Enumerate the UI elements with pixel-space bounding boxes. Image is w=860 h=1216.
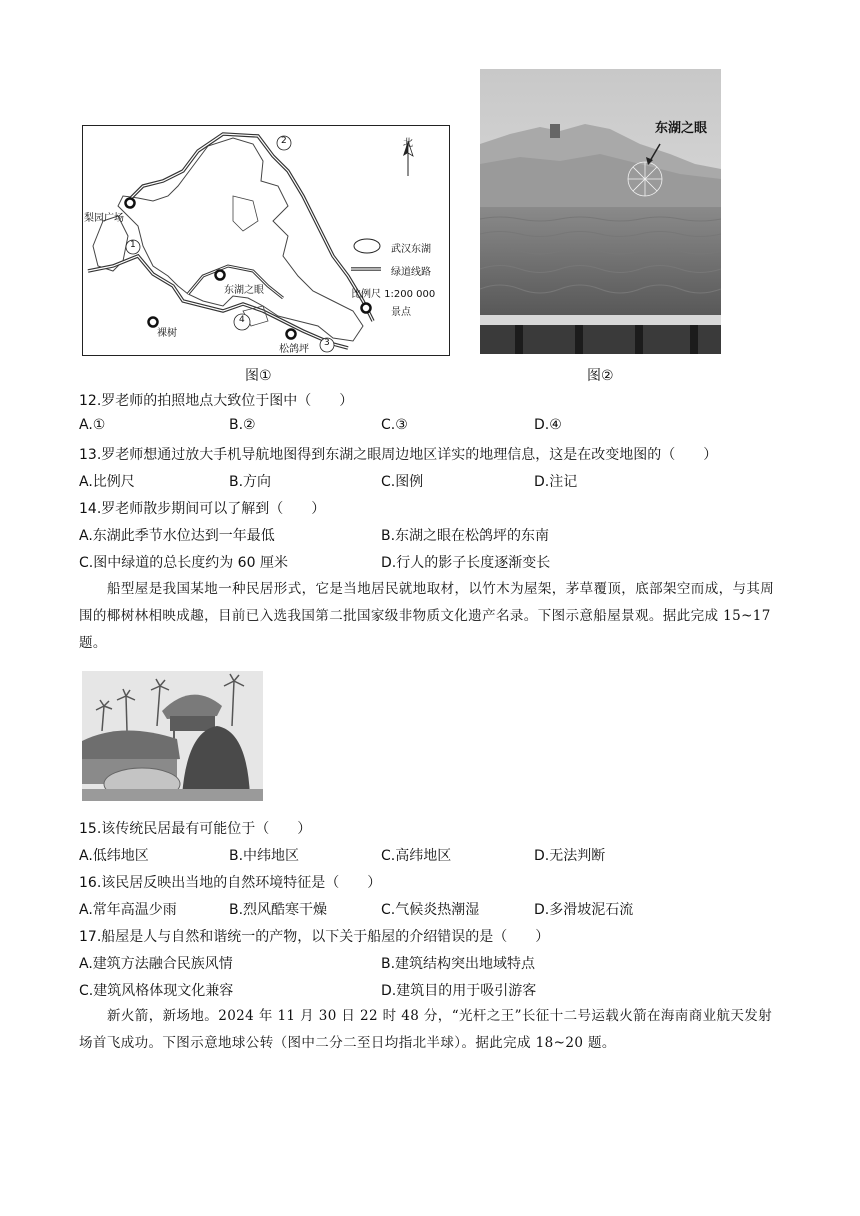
q16-stem: 16.该民居反映出当地的自然环境特征是（ ） (79, 875, 382, 891)
q15-option-a: A.低纬地区 (79, 848, 149, 864)
route-number-2: 2 (281, 136, 287, 146)
legend-lake: 武汉东湖 (391, 244, 431, 255)
figure2-photo (480, 69, 721, 354)
spot-liyuan (126, 199, 135, 208)
q15-option-c: C.高纬地区 (381, 848, 452, 864)
figure1-map (82, 125, 450, 356)
boat-house-drawing (82, 671, 263, 801)
q13-option-d: D.注记 (534, 474, 578, 490)
spot-songge (287, 330, 296, 339)
figure1-caption: 图① (245, 368, 272, 384)
legend-greenway: 绿道线路 (391, 267, 431, 278)
passage-boat-house: 船型屋是我国某地一种民居形式，它是当地居民就地取材，以竹木为屋架，茅草覆顶，底部架空而成，与其周围的椰树林相映成趣，目前已入选我国第二批国家级非物质文化遗产名录。下图示意船屋景观。据此完成 15~17 题。 (79, 581, 775, 651)
q16-option-b: B.烈风酷寒干燥 (229, 902, 328, 918)
q12-option-c: C.③ (381, 417, 408, 433)
place-luoshu: 裸树 (157, 328, 177, 339)
q13-option-c: C.图例 (381, 474, 424, 490)
q17-option-b: B.建筑结构突出地域特点 (381, 956, 536, 972)
q14-option-c: C.图中绿道的总长度约为 60 厘米 (79, 555, 288, 571)
q14-option-b: B.东湖之眼在松鸽坪的东南 (381, 528, 550, 544)
q14-option-d: D.行人的影子长度逐渐变长 (381, 555, 551, 571)
q12-option-b: B.② (229, 417, 256, 433)
lake-water (480, 207, 721, 322)
route-number-1: 1 (130, 240, 136, 250)
spot-eye (216, 271, 225, 280)
q13-stem: 13.罗老师想通过放大手机导航地图得到东湖之眼周边地区详实的地理信息，这是在改变地图的（ ） (79, 447, 718, 463)
pagoda (550, 124, 560, 138)
q12-option-a: A.① (79, 417, 106, 433)
photo-label-eye: 东湖之眼 (655, 121, 708, 136)
q17-option-a: A.建筑方法融合民族风情 (79, 956, 233, 972)
place-eye: 东湖之眼 (224, 285, 264, 296)
q17-stem: 17.船屋是人与自然和谐统一的产物，以下关于船屋的介绍错误的是（ ） (79, 929, 550, 945)
passage-rocket: 新火箭，新场地。2024 年 11 月 30 日 22 时 48 分，“光杆之王”长征十二号运载火箭在海南商业航天发射场首飞成功。下图示意地球公转（图中二分二至日均指北半球）。据此完成 18~20 题。 (79, 1008, 773, 1051)
boat-house-photo (82, 671, 263, 801)
q14-option-a: A.东湖此季节水位达到一年最低 (79, 528, 275, 544)
q12-stem: 12.罗老师的拍照地点大致位于图中（ ） (79, 393, 354, 409)
ferris-wheel (628, 162, 662, 196)
q16-option-d: D.多滑坡泥石流 (534, 902, 634, 918)
figure2-caption: 图② (587, 368, 614, 384)
q16-option-c: C.气候炎热潮湿 (381, 902, 480, 918)
q16-option-a: A.常年高温少雨 (79, 902, 177, 918)
q15-option-b: B.中纬地区 (229, 848, 300, 864)
place-songge: 松鸽坪 (279, 344, 309, 355)
route-number-4: 4 (239, 315, 245, 325)
legend-spot: 景点 (391, 307, 411, 318)
q17-option-c: C.建筑风格体现文化兼容 (79, 983, 234, 999)
legend-spot-symbol (362, 304, 371, 313)
north-label: 北 (403, 138, 413, 149)
q17-option-d: D.建筑目的用于吸引游客 (381, 983, 537, 999)
legend-lake-symbol (354, 239, 380, 253)
q13-option-b: B.方向 (229, 474, 272, 490)
q15-stem: 15.该传统民居最有可能位于（ ） (79, 821, 312, 837)
q14-stem: 14.罗老师散步期间可以了解到（ ） (79, 501, 326, 517)
photo-drawing (480, 69, 721, 354)
route-number-3: 3 (324, 338, 330, 348)
legend-scale: 比例尺 1:200 000 (351, 289, 436, 300)
place-liyuan: 梨园广场 (84, 213, 124, 224)
q13-option-a: A.比例尺 (79, 474, 135, 490)
q15-option-d: D.无法判断 (534, 848, 606, 864)
q12-option-d: D.④ (534, 417, 562, 433)
pier (480, 315, 721, 325)
